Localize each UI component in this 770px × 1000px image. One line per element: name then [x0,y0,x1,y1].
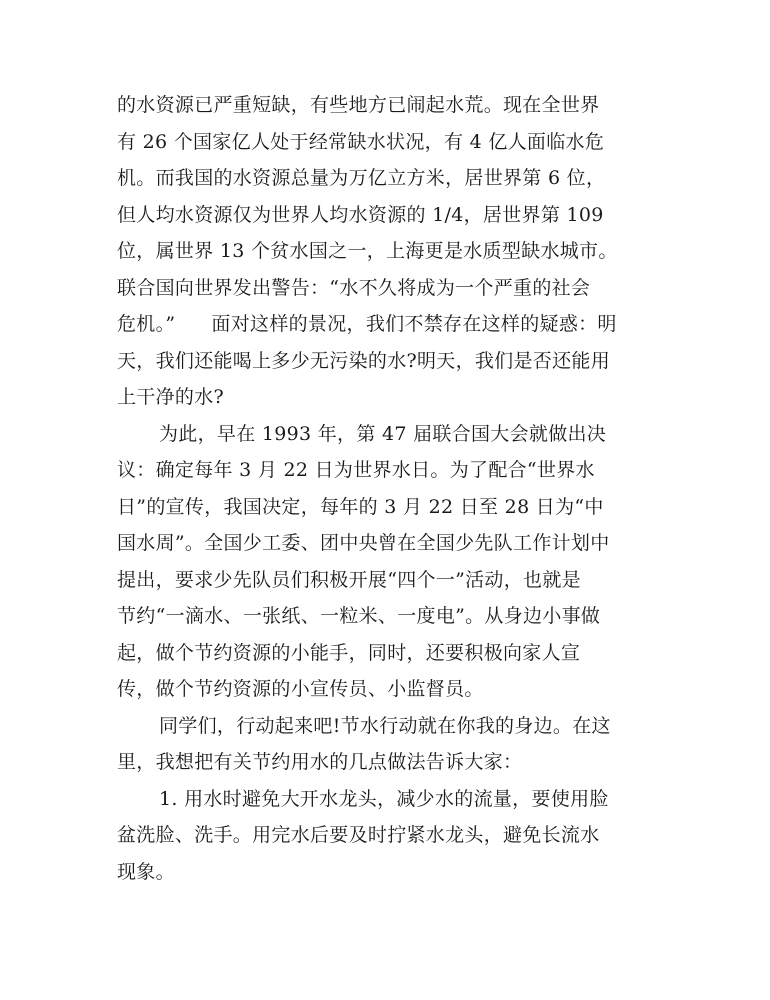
text-line: 日”的宣传，我国决定，每年的 3 月 22 日至 28 日为“中 [117,495,604,518]
text-line: 联合国向世界发出警告：“水不久将成为一个严重的社会 [117,276,591,299]
text-line: 起，做个节约资源的小能手，同时，还要积极向家人宣 [117,641,581,664]
text-line: 提出，要求少先队员们积极开展“四个一”活动，也就是 [117,568,581,591]
paragraph-start: 同学们，行动起来吧!节水行动就在你我的身边。在这 [159,714,611,737]
text-line: 议：确定每年 3 月 22 日为世界水日。为了配合“世界水 [117,459,595,481]
text-line: 的水资源已严重短缺，有些地方已闹起水荒。现在全世界 [117,94,600,116]
text-line: 盆洗脸、洗手。用完水后要及时拧紧水龙头，避免长流水 [117,824,600,846]
text-line: 机。而我国的水资源总量为万亿立方米，居世界第 6 位， [117,167,606,189]
text-line-part: 危机。” [117,313,176,335]
text-line: 但人均水资源仅为世界人均水资源的 1/4，居世界第 109 [117,203,604,226]
text-line: 有 26 个国家亿人处于经常缺水状况，有 4 亿人面临水危 [117,130,605,153]
text-line: 国水周”。全国少工委、团中央曾在全国少先队工作计划中 [117,532,610,554]
text-line: 现象。 [117,860,175,883]
list-item-start: 1. 用水时避免大开水龙头，减少水的流量，要使用脸 [159,787,609,810]
text-line: 天，我们还能喝上多少无污染的水?明天，我们是否还能用 [117,349,610,372]
text-line: 位，属世界 13 个贫水国之一，上海更是水质型缺水城市。 [117,240,618,262]
text-line: 里，我想把有关节约用水的几点做法告诉大家： [117,751,523,773]
text-line: 传，做个节约资源的小宣传员、小监督员。 [117,678,484,700]
paragraph-start: 为此，早在 1993 年，第 47 届联合国大会就做出决 [159,422,607,445]
text-line [117,306,657,343]
paragraph-start: 面对这样的景况，我们不禁存在这样的疑惑：明 [211,313,617,335]
body-text [117,87,657,890]
text-line: 节约“一滴水、一张纸、一粒米、一度电”。从身边小事做 [117,605,601,627]
text-line: 上干净的水? [117,386,224,408]
